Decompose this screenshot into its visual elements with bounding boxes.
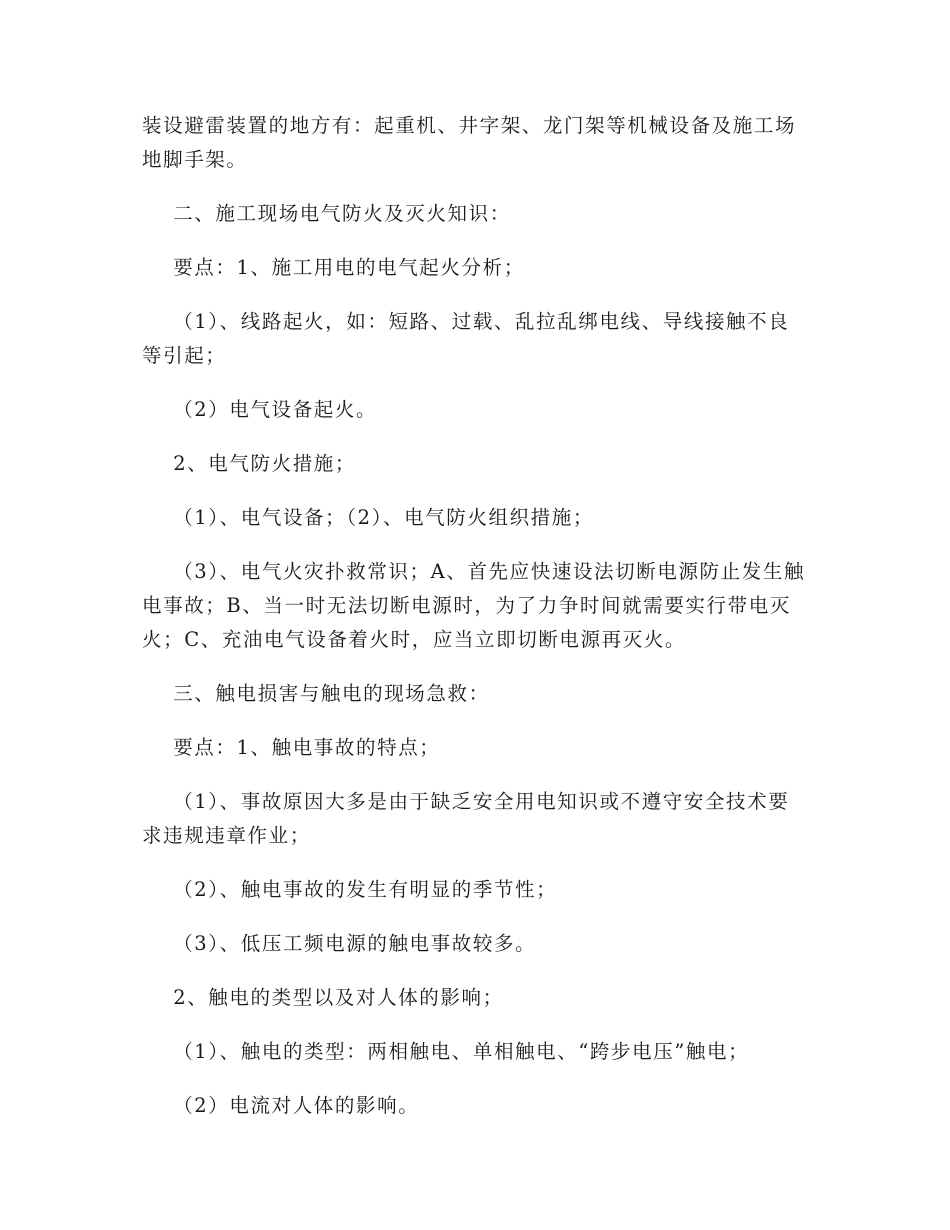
paragraph-16: （2）电流对人体的影响。	[142, 1094, 420, 1117]
paragraph-6: 2、电气防火措施；	[142, 452, 357, 475]
paragraph-14: 2、触电的类型以及对人体的影响；	[142, 986, 504, 1009]
paragraph-1: 装设避雷装置的地方有：起重机、井字架、龙门架等机械设备及施工场地脚手架。	[142, 114, 797, 171]
paragraph-12: （2）、触电事故的发生有明显的季节性；	[142, 878, 558, 901]
paragraph-5: （2）电气设备起火。	[142, 398, 378, 421]
paragraph-10: 要点：1、触电事故的特点；	[142, 736, 441, 759]
paragraph-15: （1）、触电的类型：两相触电、单相触电、“跨步电压”触电；	[142, 1040, 750, 1063]
paragraph-7: （1）、电气设备；（2）、电气防火组织措施；	[142, 506, 594, 529]
paragraph-13: （3）、低压工频电源的触电事故较多。	[142, 932, 537, 955]
paragraph-4: （1）、线路起火，如：短路、过载、乱拉乱绑电线、导线接触不良等引起；	[142, 310, 790, 367]
paragraph-11: （1）、事故原因大多是由于缺乏安全用电知识或不遵守安全技术要求违规违章作业；	[142, 790, 790, 847]
paragraph-8: （3）、电气火灾扑救常识；A、首先应快速设法切断电源防止发生触电事故；B、当一时无法切断电源时，为了力争时间就需要实行带电灭火；C、充油电气设备着火时，应当立即切断电源再灭火。	[142, 560, 806, 651]
paragraph-3: 要点：1、施工用电的电气起火分析；	[142, 256, 525, 279]
paragraph-2: 二、施工现场电气防火及灭火知识：	[142, 202, 511, 225]
paragraph-9: 三、触电损害与触电的现场急救：	[142, 682, 490, 705]
